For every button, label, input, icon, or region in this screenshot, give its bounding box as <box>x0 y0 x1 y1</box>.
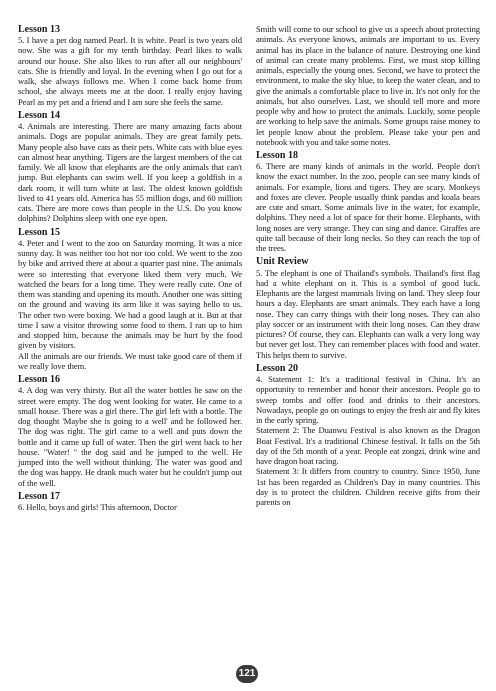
body-paragraph: Statement 2: The Duanwu Festival is also known as the Dragon Boat Festival. It's a traditional Chinese festival. It falls on the 5th day of the 5th month of a year. People eat zongzi, drink wine and have dragon boat racing. <box>256 425 480 467</box>
section-heading: Lesson 17 <box>18 490 60 502</box>
section-lesson-17 <box>18 491 242 512</box>
right-column <box>256 24 480 507</box>
body-paragraph: Statement 3: It differs from country to country. Since 1950, June 1st has been regarded as Children's Day in many countries. This day is to protect the children. Children receive gifts from their parents on <box>256 466 480 508</box>
section-lesson-16 <box>18 374 242 488</box>
left-column <box>18 24 242 512</box>
section-unit-review <box>256 256 480 359</box>
section-continued <box>256 24 480 147</box>
section-heading: Lesson 18 <box>256 150 298 161</box>
body-paragraph: 5. The elephant is one of Thailand's symbols. Thailand's first flag had a white elephant on it. This is a symbol of good luck. Elephants are the largest mammals living on land. They sleep four hours a day. Elephants are smart animals. They each have a long nose. They can carry things with their long noses. They can also play soccer or an instrument with their long noses. Can they draw pictures? Of course, they can. Elephants can walk a very long way but never get lost. They can remember places with food and water. This helps them to survive. <box>256 267 480 360</box>
section-lesson-13 <box>18 24 242 107</box>
body-paragraph: 4. Statement 1: It's a traditional festival in China. It's an opportunity to remember and honor their ancestors. People go to sweep tombs and offer food and drinks to their ancestors. Nowadays, people go on outings to enjoy the fresh air and fly kites in the early spring. <box>256 374 480 426</box>
body-paragraph: 6. Hello, boys and girls! This afternoon, Doctor <box>18 502 177 513</box>
section-heading: Lesson 20 <box>256 362 298 374</box>
section-heading: Lesson 13 <box>18 24 60 35</box>
body-paragraph: All the animals are our friends. We must take good care of them if we really love them. <box>18 350 242 371</box>
section-lesson-14 <box>18 110 242 224</box>
body-paragraph: 6. There are many kinds of animals in the world. People don't know the exact number. In the zoo, people can see many kinds of animals. For example, lions and tigers. They are scary. Monkeys and foxes are clever. People usually think pandas and koala bears are cute and smart. Some animals live in the water, for example, dolphins. They need a lot of space for their home. Elephants, with long noses are very strange. They can sing and dance. Giraffes are quite tall because of their long necks. So they can reach the top of the trees. <box>256 161 480 254</box>
section-heading: Lesson 14 <box>18 109 60 121</box>
body-paragraph: 4. Animals are interesting. There are many amazing facts about animals. Dogs are popular animals. They are great family pets. Many people also have cats as their pets. White cats with blue eyes can almost hear anything. Tigers are the largest members of the cat family. We all know that elephants are the only animals that can't jump. But elephants can swim well. If you keep a goldfish in a dark room, it will turn white at last. The oldest known goldfish lived to 41 years old. America has 55 million dogs, and 60 million cats. There are more cows than people in the U.S. Do you know dolphins? Dolphins sleep with one eye open. <box>18 121 242 224</box>
body-paragraph: Smith will come to our school to give us a speech about protecting animals. As everyone knows, animals are important to us. Every animal has its place in the balance of nature. Destroying one kind of animal can create many problems. First, we must stop killing animals, especially the young ones. Second, we have to protect the environment, to make the sky blue, to keep the water clean, and to give the animals a comfortable place to live in. It's not only for the animals, but also ourselves. Last, we should tell more and more people why and how to protect the animals. Luckily, some people are working to help save the animals. Some groups raise money to let people know about the problem. Please take your pen and notebook with you and take some notes. <box>256 24 480 147</box>
page-number: 121 <box>236 665 258 683</box>
body-paragraph: 4. Peter and I went to the zoo on Saturday morning. It was a nice sunny day. It was neither too hot nor too cold. We went to the zoo by bike and arrived there at about a quarter past nine. The animals were so interesting that everyone liked them very much. We watched the bears for a long time. They were really cute. One of them was standing and opening its mouth. Another one was sitting on the ground and waving its arm like it was saying hello to us. The other two were boxing. We had a good laugh at it. But at that time I saw a visitor throwing some food to them. I ran up to him and stopped him, because the animals may be hurt by the food given by visitors. <box>18 237 242 351</box>
body-paragraph: 4. A dog was very thirsty. But all the water bottles he saw on the street were empty. The dog went looking for water. He came to a small house. There was a girl there. The girl left with a bottle. The dog thought 'Maybe she is going to a well' and he followed her. The dog was right. The girl came to a well and puts down the bottle and it came up full of water. Then the girl went back to her house. "Water! " the dog said and he jumped to the well. He jumped into the well without thinking. The water was good and the dog was happy. He drank much water but he couldn't jump out of the well. <box>18 385 242 488</box>
section-lesson-15 <box>18 227 242 371</box>
section-heading: Unit Review <box>256 256 309 268</box>
section-lesson-18 <box>256 150 480 253</box>
section-heading: Lesson 16 <box>18 374 60 386</box>
section-heading: Lesson 15 <box>18 226 60 238</box>
body-paragraph: 5. I have a pet dog named Pearl. It is white. Pearl is two years old now. She was a gift for my tenth birthday. Pearl likes to walk around our house. She also likes to run after all our neighbours' cats. She is friendly and loyal. In the evening when I go out for a walk, she always follows me. When I come back home from school, she always meets me at the door. I really enjoy having Pearl as my pet and a friend and I am sure she feels the same. <box>18 35 242 107</box>
section-lesson-20 <box>256 363 480 507</box>
